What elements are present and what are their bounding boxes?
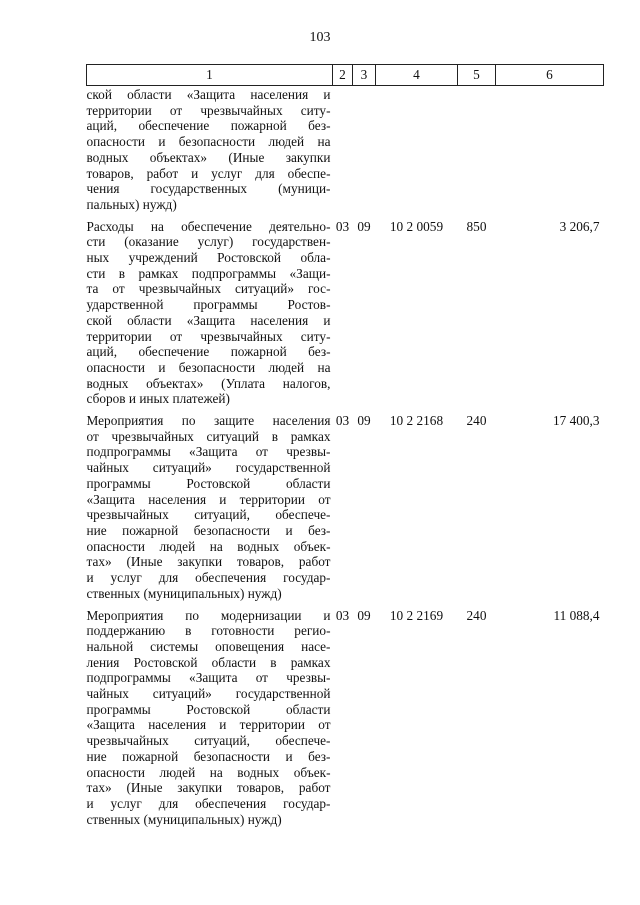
description-line: ние пожарной безопасности и без- xyxy=(86,748,331,764)
column-header: 2 xyxy=(333,65,353,86)
description-line: и услуг для обеспечения государ- xyxy=(86,795,331,811)
description-line: ударственной программы Ростов- xyxy=(86,297,331,313)
table-row xyxy=(87,602,604,828)
row-description xyxy=(87,86,333,213)
amount-value xyxy=(496,86,604,213)
description-line: опасности людей на водных объек- xyxy=(86,538,331,554)
description-line: тах» (Иные закупки товаров, работ xyxy=(86,780,331,796)
section-code: 03 xyxy=(335,607,350,623)
description-line: территории от чрезвычайных ситу- xyxy=(86,328,331,344)
page-number: 103 xyxy=(309,30,331,45)
description-line: чрезвычайных ситуаций, обеспече- xyxy=(86,733,331,749)
description-line: «Защита населения и территории от xyxy=(86,717,331,733)
description-line: чения государственных (муници- xyxy=(86,181,331,197)
subsection-code xyxy=(353,86,376,213)
subsection-code: 09 xyxy=(357,218,371,234)
description-line: чайных ситуаций» государственной xyxy=(86,686,331,702)
section-code: 03 xyxy=(335,413,350,429)
description-line: поддержанию в готовности регио- xyxy=(86,623,331,639)
target-article-code: 10 2 2168 xyxy=(389,413,444,429)
subsection-code: 09 xyxy=(357,607,371,623)
expense-type-code: 850 xyxy=(466,218,487,234)
description-line: подпрограммы «Защита от чрезвы- xyxy=(86,444,331,460)
amount-value: 11 088,4 xyxy=(553,607,600,623)
column-header: 4 xyxy=(376,65,458,86)
row-description xyxy=(87,602,333,828)
description-line: ственных (муниципальных) нужд) xyxy=(86,811,282,827)
target-article-code: 10 2 0059 xyxy=(389,218,444,234)
column-header: 6 xyxy=(496,65,604,86)
amount-value: 17 400,3 xyxy=(552,413,600,429)
description-line: сти в рамках подпрограммы «Защи- xyxy=(86,265,331,281)
description-line: ственных (муниципальных) нужд) xyxy=(86,585,282,601)
description-line: и услуг для обеспечения государ- xyxy=(86,570,331,586)
description-line: нальной системы оповещения насе- xyxy=(86,638,331,654)
expense-type-code: 240 xyxy=(466,607,487,623)
description-line: водных объектах» (Иные закупки xyxy=(86,149,331,165)
description-line: сти (оказание услуг) государствен- xyxy=(86,234,331,250)
description-line: Мероприятия по модернизации и xyxy=(86,607,331,623)
column-header: 5 xyxy=(458,65,496,86)
description-line: ской области «Защита населения и xyxy=(86,87,331,102)
target-article-code: 10 2 2169 xyxy=(389,607,444,623)
description-line: от чрезвычайных ситуаций в рамках xyxy=(86,428,331,444)
description-line: тах» (Иные закупки товаров, работ xyxy=(86,554,331,570)
description-line: пальных) нужд) xyxy=(86,196,177,212)
description-line: товаров, работ и услуг для обеспе- xyxy=(86,165,331,181)
description-line: Мероприятия по защите населения xyxy=(86,413,331,429)
description-line: опасности и безопасности людей на xyxy=(86,359,331,375)
target-article-code xyxy=(376,86,458,213)
section-code xyxy=(333,86,353,213)
description-line: аций, обеспечение пожарной без- xyxy=(86,344,331,360)
expense-type-code: 240 xyxy=(466,413,487,429)
budget-table xyxy=(86,64,604,827)
column-header: 3 xyxy=(353,65,376,86)
table-row xyxy=(87,213,604,407)
row-description xyxy=(87,407,333,601)
section-code: 03 xyxy=(335,218,350,234)
description-line: подпрограммы «Защита от чрезвы- xyxy=(86,670,331,686)
description-line: ние пожарной безопасности и без- xyxy=(86,522,331,538)
description-line: программы Ростовской области xyxy=(86,701,331,717)
table-row xyxy=(87,407,604,601)
header-row xyxy=(87,65,604,86)
description-line: «Защита населения и территории от xyxy=(86,491,331,507)
description-line: программы Ростовской области xyxy=(86,475,331,491)
expense-type-code xyxy=(458,86,496,213)
description-line: опасности людей на водных объек- xyxy=(86,764,331,780)
row-description xyxy=(87,213,333,407)
column-header: 1 xyxy=(87,65,333,86)
description-line: ской области «Защита населения и xyxy=(86,312,331,328)
description-line: ления Ростовской области в рамках xyxy=(86,654,331,670)
description-line: аций, обеспечение пожарной без- xyxy=(86,118,331,134)
table-row xyxy=(87,86,604,213)
description-line: ных учреждений Ростовской обла- xyxy=(86,250,331,266)
description-line: Расходы на обеспечение деятельно- xyxy=(86,218,331,234)
description-line: территории от чрезвычайных ситу- xyxy=(86,102,331,118)
description-line: та от чрезвычайных ситуаций» гос- xyxy=(86,281,331,297)
description-line: сборов и иных платежей) xyxy=(86,391,230,407)
amount-value: 3 206,7 xyxy=(559,218,600,234)
subsection-code: 09 xyxy=(357,413,371,429)
description-line: опасности и безопасности людей на xyxy=(86,134,331,150)
description-line: чрезвычайных ситуаций, обеспече- xyxy=(86,507,331,523)
description-line: чайных ситуаций» государственной xyxy=(86,460,331,476)
description-line: водных объектах» (Уплата налогов, xyxy=(86,375,331,391)
